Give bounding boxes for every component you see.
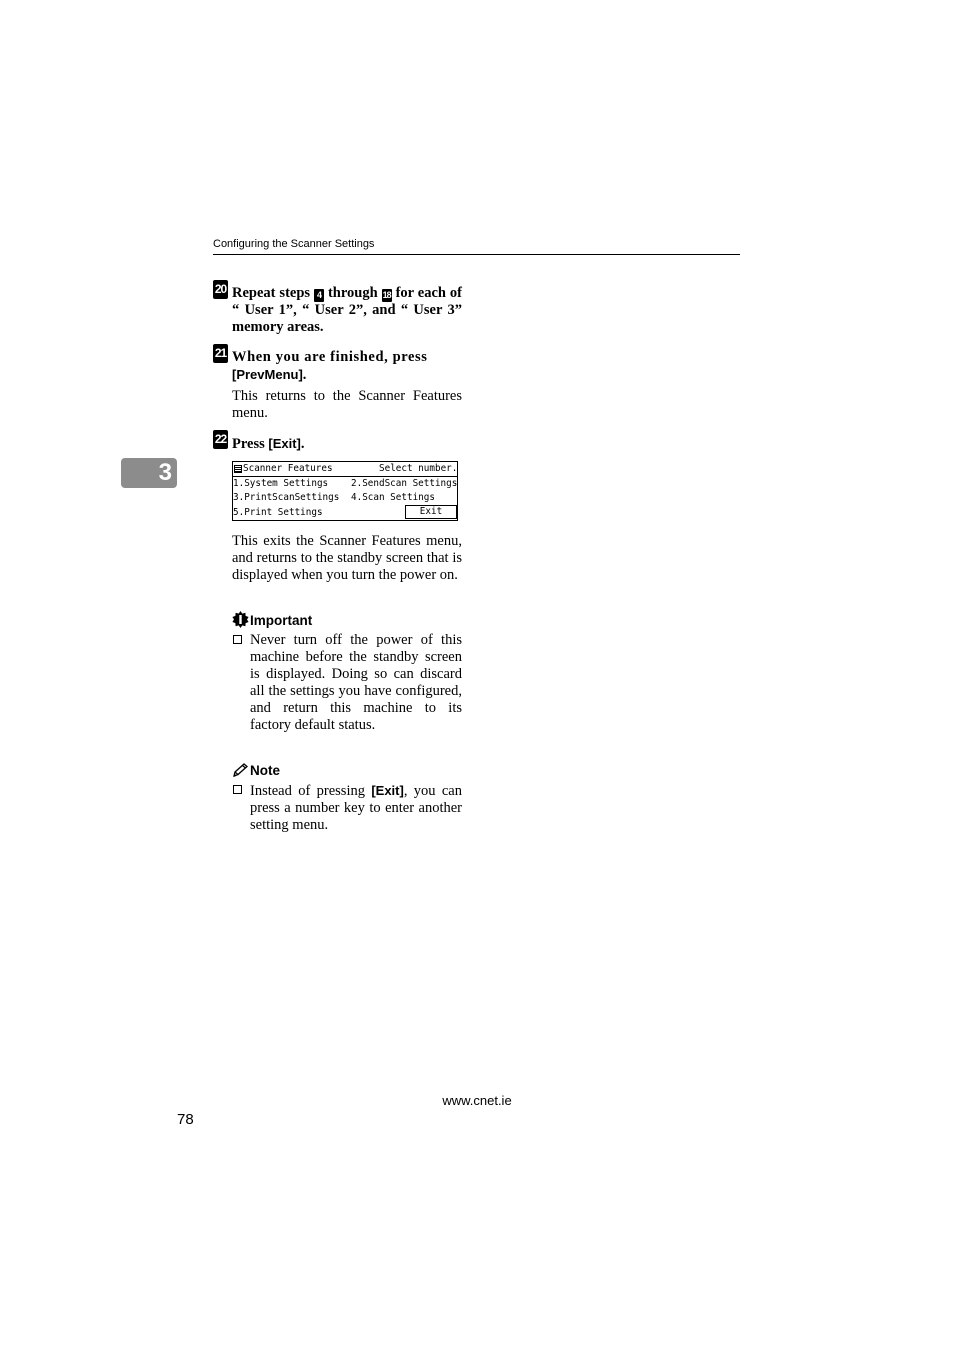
step-22-period: . xyxy=(300,436,305,452)
pencil-icon xyxy=(232,763,249,782)
lcd-item-print-settings[interactable]: 5.Print Settings xyxy=(233,507,323,518)
note-heading xyxy=(232,762,280,779)
step-21-description: This returns to the Scanner Features menu. xyxy=(232,388,462,421)
important-heading-text: Important xyxy=(250,613,313,628)
important-heading xyxy=(232,611,312,628)
note-text xyxy=(250,782,462,834)
lcd-item-scan-settings[interactable]: 4.Scan Settings xyxy=(351,492,435,503)
note-text-a: Instead of pressing xyxy=(250,783,372,799)
lcd-panel xyxy=(232,461,458,521)
step-22-description: This exits the Scanner Features menu, and returns to the standby screen that is displayed when you turn the power on. xyxy=(232,533,462,583)
checkbox-bullet-icon xyxy=(233,635,242,644)
step-number-21: 21 xyxy=(213,344,228,363)
step-22-instruction: Press xyxy=(232,436,269,452)
exit-key: [Exit] xyxy=(268,436,301,451)
step-20-text-b: through xyxy=(324,285,382,301)
lcd-divider xyxy=(233,476,457,477)
lcd-exit-button[interactable]: Exit xyxy=(405,505,457,519)
lcd-title: Scanner Features xyxy=(243,463,333,474)
important-icon xyxy=(232,611,249,632)
running-title: Configuring the Scanner Settings xyxy=(213,238,375,250)
step-22-text xyxy=(232,435,462,453)
lcd-item-sendscan-settings[interactable]: 2.SendScan Settings xyxy=(351,478,458,489)
lcd-item-printscan-settings[interactable]: 3.PrintScanSettings xyxy=(233,492,340,503)
step-21-text xyxy=(232,349,462,384)
step-ref-4: 4 xyxy=(314,289,324,302)
menu-icon xyxy=(234,465,242,473)
prevmenu-key: [PrevMenu] xyxy=(232,367,303,382)
checkbox-bullet-icon xyxy=(233,785,242,794)
step-21-instruction: When you are finished, press xyxy=(232,349,428,365)
lcd-prompt: Select number. xyxy=(379,463,458,474)
footer-url: www.cnet.ie xyxy=(442,1093,512,1108)
exit-key: [Exit] xyxy=(371,783,404,798)
step-ref-18: 18 xyxy=(382,290,391,300)
running-header xyxy=(213,237,740,255)
step-21-period: . xyxy=(302,367,308,383)
step-number-22: 22 xyxy=(213,430,228,449)
lcd-item-system-settings[interactable]: 1.System Settings xyxy=(233,478,329,489)
chapter-tab xyxy=(121,458,177,488)
note-text-b: , you can press a number key to enter another setting menu. xyxy=(250,783,462,833)
step-20-text-a: Repeat steps xyxy=(232,285,315,301)
important-text: Never turn off the power of this machine before the standby screen is displayed. Doing so can discard all the settings you have configured, and return this machine to its factory default status. xyxy=(250,632,462,733)
step-20-text-c: for each of “ User 1”, “ User 2”, and “ User 3” memory areas. xyxy=(232,285,462,335)
chapter-number: 3 xyxy=(158,459,172,486)
page-number: 78 xyxy=(177,1111,194,1128)
step-20-text xyxy=(232,285,462,336)
step-number-20: 20 xyxy=(213,280,228,299)
note-heading-text: Note xyxy=(250,763,280,778)
